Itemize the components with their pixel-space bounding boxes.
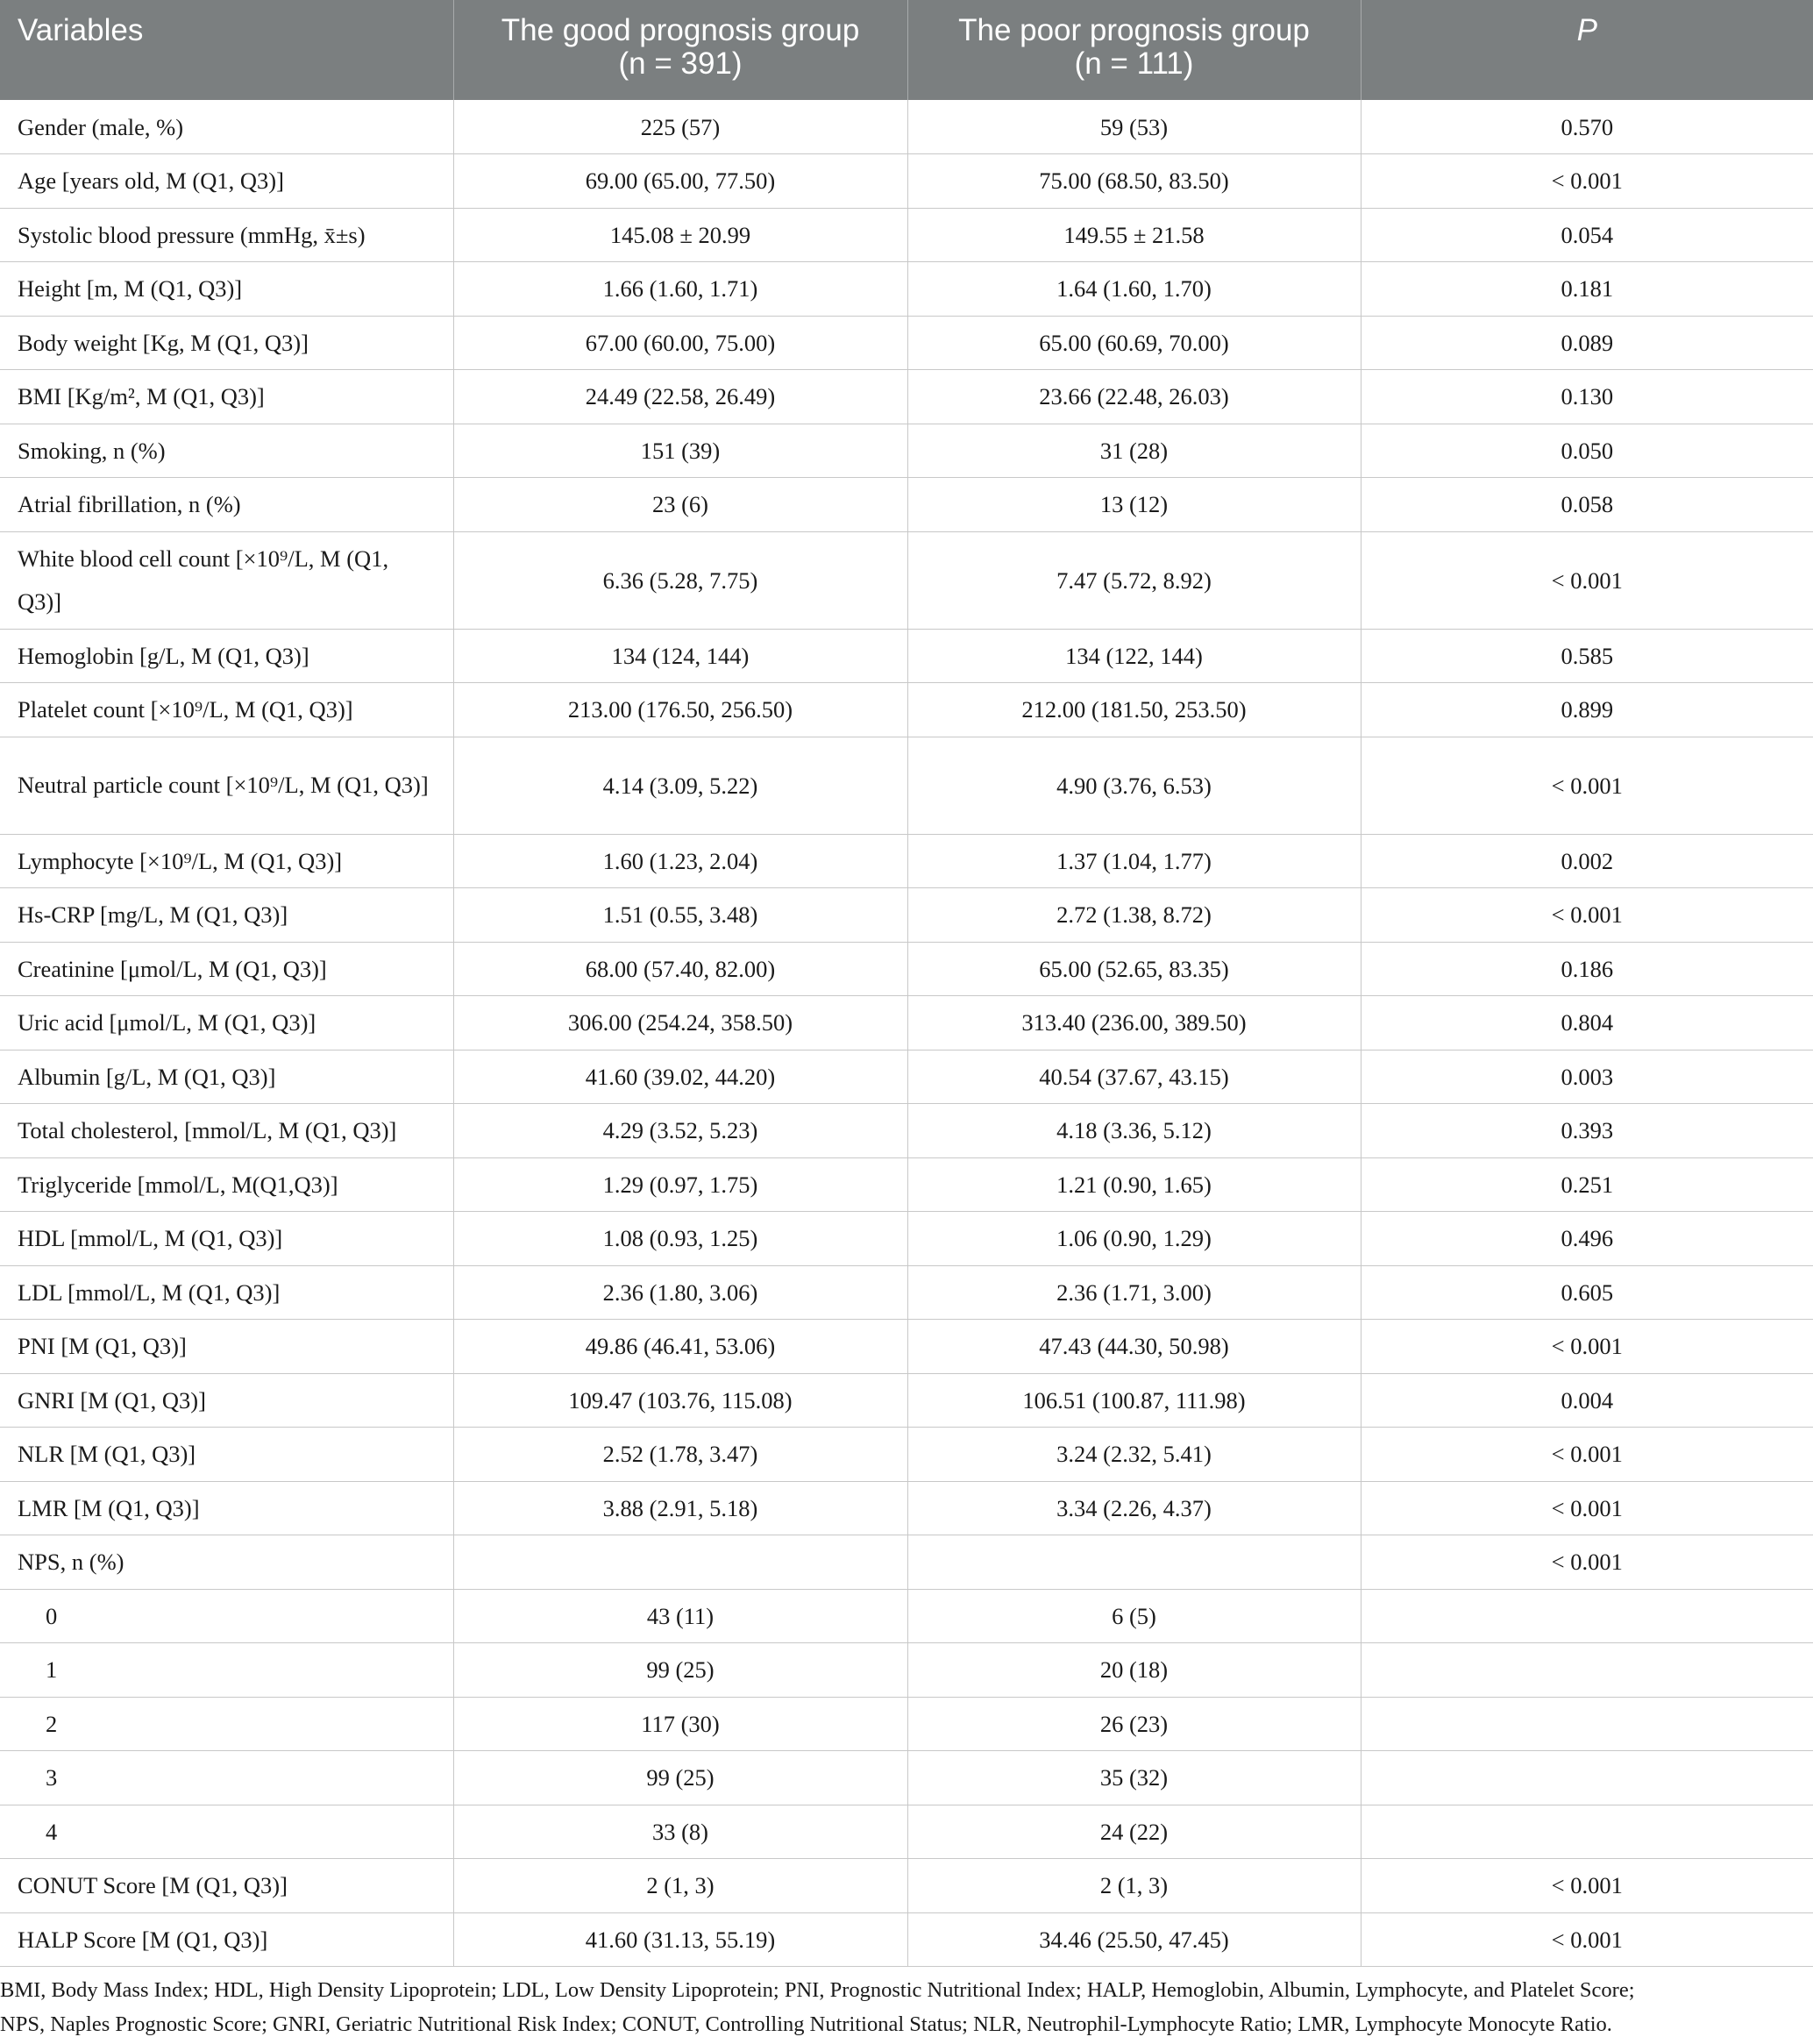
cell-poor-prognosis: 2.36 (1.71, 3.00) <box>907 1265 1361 1320</box>
cell-good-prognosis: 23 (6) <box>453 478 907 532</box>
header-good-prognosis <box>453 0 907 100</box>
cell-variable: Neutral particle count [×10⁹/L, M (Q1, Q3)] <box>0 737 453 834</box>
cell-poor-prognosis: 24 (22) <box>907 1805 1361 1859</box>
cell-good-prognosis: 151 (39) <box>453 424 907 478</box>
cell-poor-prognosis: 6 (5) <box>907 1589 1361 1643</box>
table-header <box>0 0 1813 100</box>
cell-variable: CONUT Score [M (Q1, Q3)] <box>0 1859 453 1913</box>
cell-variable: HALP Score [M (Q1, Q3)] <box>0 1912 453 1967</box>
cell-variable: Body weight [Kg, M (Q1, Q3)] <box>0 316 453 370</box>
cell-poor-prognosis: 2.72 (1.38, 8.72) <box>907 888 1361 943</box>
cell-p-value: 0.251 <box>1361 1157 1813 1212</box>
table-row <box>0 208 1813 262</box>
cell-p-value: 0.089 <box>1361 316 1813 370</box>
cell-variable: 3 <box>0 1751 453 1805</box>
cell-p-value: 0.393 <box>1361 1104 1813 1158</box>
cell-variable: GNRI [M (Q1, Q3)] <box>0 1373 453 1428</box>
cell-variable: Platelet count [×10⁹/L, M (Q1, Q3)] <box>0 683 453 737</box>
table-row <box>0 100 1813 154</box>
table-row <box>0 1320 1813 1374</box>
table-row <box>0 996 1813 1050</box>
cell-good-prognosis: 1.66 (1.60, 1.71) <box>453 262 907 317</box>
cell-poor-prognosis: 75.00 (68.50, 83.50) <box>907 154 1361 209</box>
cell-variable: Uric acid [μmol/L, M (Q1, Q3)] <box>0 996 453 1050</box>
cell-good-prognosis: 33 (8) <box>453 1805 907 1859</box>
cell-good-prognosis: 117 (30) <box>453 1697 907 1751</box>
cell-poor-prognosis: 3.24 (2.32, 5.41) <box>907 1428 1361 1482</box>
cell-good-prognosis: 213.00 (176.50, 256.50) <box>453 683 907 737</box>
cell-p-value: 0.004 <box>1361 1373 1813 1428</box>
cell-p-value: < 0.001 <box>1361 1912 1813 1967</box>
cell-good-prognosis: 41.60 (31.13, 55.19) <box>453 1912 907 1967</box>
table-row <box>0 154 1813 209</box>
cell-poor-prognosis: 1.21 (0.90, 1.65) <box>907 1157 1361 1212</box>
table-row <box>0 478 1813 532</box>
cell-good-prognosis: 306.00 (254.24, 358.50) <box>453 996 907 1050</box>
cell-p-value: < 0.001 <box>1361 737 1813 834</box>
cell-good-prognosis: 43 (11) <box>453 1589 907 1643</box>
cell-good-prognosis: 4.14 (3.09, 5.22) <box>453 737 907 834</box>
cell-p-value: 0.899 <box>1361 683 1813 737</box>
table-row <box>0 531 1813 629</box>
table-row <box>0 424 1813 478</box>
cell-poor-prognosis: 59 (53) <box>907 100 1361 154</box>
cell-variable: 2 <box>0 1697 453 1751</box>
cell-p-value: < 0.001 <box>1361 1481 1813 1535</box>
table-row <box>0 683 1813 737</box>
cell-p-value: 0.496 <box>1361 1212 1813 1266</box>
cell-good-prognosis: 67.00 (60.00, 75.00) <box>453 316 907 370</box>
header-variables-label: Variables <box>18 13 144 47</box>
cell-good-prognosis: 1.08 (0.93, 1.25) <box>453 1212 907 1266</box>
cell-poor-prognosis: 106.51 (100.87, 111.98) <box>907 1373 1361 1428</box>
cell-good-prognosis <box>453 1535 907 1590</box>
table-row <box>0 1643 1813 1698</box>
table-row <box>0 629 1813 683</box>
cell-p-value: < 0.001 <box>1361 1535 1813 1590</box>
cell-poor-prognosis: 3.34 (2.26, 4.37) <box>907 1481 1361 1535</box>
cell-good-prognosis: 41.60 (39.02, 44.20) <box>453 1050 907 1104</box>
table-row <box>0 888 1813 943</box>
cell-good-prognosis: 49.86 (46.41, 53.06) <box>453 1320 907 1374</box>
cell-variable: Age [years old, M (Q1, Q3)] <box>0 154 453 209</box>
cell-variable: 4 <box>0 1805 453 1859</box>
table-row <box>0 1373 1813 1428</box>
cell-poor-prognosis: 34.46 (25.50, 47.45) <box>907 1912 1361 1967</box>
cell-poor-prognosis: 65.00 (60.69, 70.00) <box>907 316 1361 370</box>
cell-p-value <box>1361 1751 1813 1805</box>
cell-poor-prognosis: 2 (1, 3) <box>907 1859 1361 1913</box>
table-row <box>0 942 1813 996</box>
header-poor-n: (n = 111) <box>1074 46 1194 81</box>
header-p-label: P <box>1576 13 1597 47</box>
cell-poor-prognosis: 31 (28) <box>907 424 1361 478</box>
table-row <box>0 1859 1813 1913</box>
cell-poor-prognosis: 23.66 (22.48, 26.03) <box>907 370 1361 424</box>
cell-good-prognosis: 2 (1, 3) <box>453 1859 907 1913</box>
cell-poor-prognosis: 313.40 (236.00, 389.50) <box>907 996 1361 1050</box>
cell-variable: HDL [mmol/L, M (Q1, Q3)] <box>0 1212 453 1266</box>
cell-good-prognosis: 4.29 (3.52, 5.23) <box>453 1104 907 1158</box>
cell-poor-prognosis: 1.06 (0.90, 1.29) <box>907 1212 1361 1266</box>
table-row <box>0 737 1813 834</box>
table-row <box>0 1805 1813 1859</box>
cell-p-value: 0.804 <box>1361 996 1813 1050</box>
cell-good-prognosis: 109.47 (103.76, 115.08) <box>453 1373 907 1428</box>
cell-p-value: < 0.001 <box>1361 154 1813 209</box>
cell-good-prognosis: 225 (57) <box>453 100 907 154</box>
cell-variable: Lymphocyte [×10⁹/L, M (Q1, Q3)] <box>0 834 453 888</box>
cell-poor-prognosis: 7.47 (5.72, 8.92) <box>907 531 1361 629</box>
cell-variable: Systolic blood pressure (mmHg, x̄±s) <box>0 208 453 262</box>
cell-good-prognosis: 2.36 (1.80, 3.06) <box>453 1265 907 1320</box>
cell-variable: 0 <box>0 1589 453 1643</box>
cell-poor-prognosis: 26 (23) <box>907 1697 1361 1751</box>
header-poor-prognosis <box>907 0 1361 100</box>
table-row <box>0 1697 1813 1751</box>
header-variables <box>0 0 453 100</box>
table-row <box>0 1428 1813 1482</box>
cell-variable: Hs-CRP [mg/L, M (Q1, Q3)] <box>0 888 453 943</box>
cell-good-prognosis: 2.52 (1.78, 3.47) <box>453 1428 907 1482</box>
cell-p-value <box>1361 1643 1813 1698</box>
table-row <box>0 1212 1813 1266</box>
cell-poor-prognosis: 35 (32) <box>907 1751 1361 1805</box>
table-row <box>0 1050 1813 1104</box>
cell-p-value: 0.054 <box>1361 208 1813 262</box>
cell-p-value: < 0.001 <box>1361 1320 1813 1374</box>
cell-good-prognosis: 68.00 (57.40, 82.00) <box>453 942 907 996</box>
cell-variable: NLR [M (Q1, Q3)] <box>0 1428 453 1482</box>
cell-p-value: < 0.001 <box>1361 888 1813 943</box>
cell-variable: Atrial fibrillation, n (%) <box>0 478 453 532</box>
cell-variable: White blood cell count [×10⁹/L, M (Q1, Q3)] <box>0 531 453 629</box>
table-row <box>0 1157 1813 1212</box>
cell-poor-prognosis: 212.00 (181.50, 253.50) <box>907 683 1361 737</box>
cell-poor-prognosis: 1.37 (1.04, 1.77) <box>907 834 1361 888</box>
table-row <box>0 1589 1813 1643</box>
table-row <box>0 1751 1813 1805</box>
cell-p-value <box>1361 1805 1813 1859</box>
header-good-n: (n = 391) <box>618 46 743 81</box>
cell-good-prognosis: 1.51 (0.55, 3.48) <box>453 888 907 943</box>
cell-variable: Hemoglobin [g/L, M (Q1, Q3)] <box>0 629 453 683</box>
cell-p-value: 0.130 <box>1361 370 1813 424</box>
cell-good-prognosis: 69.00 (65.00, 77.50) <box>453 154 907 209</box>
cell-variable: LDL [mmol/L, M (Q1, Q3)] <box>0 1265 453 1320</box>
table-row <box>0 834 1813 888</box>
cell-poor-prognosis: 4.18 (3.36, 5.12) <box>907 1104 1361 1158</box>
table-row <box>0 1535 1813 1590</box>
cell-variable: PNI [M (Q1, Q3)] <box>0 1320 453 1374</box>
cell-poor-prognosis: 1.64 (1.60, 1.70) <box>907 262 1361 317</box>
cell-variable: Albumin [g/L, M (Q1, Q3)] <box>0 1050 453 1104</box>
table-row <box>0 262 1813 317</box>
header-poor-title: The poor prognosis group <box>958 13 1310 47</box>
footnote-line-2: NPS, Naples Prognostic Score; GNRI, Geriatric Nutritional Risk Index; CONUT, Controlling Nutritional Status; NLR, Neutrophil-Lymphocyte Ratio; LMR, Lymphocyte Monocyte Ratio. <box>0 2012 1612 2036</box>
cell-p-value: 0.585 <box>1361 629 1813 683</box>
cell-variable: Creatinine [μmol/L, M (Q1, Q3)] <box>0 942 453 996</box>
cell-p-value: 0.002 <box>1361 834 1813 888</box>
cell-poor-prognosis: 40.54 (37.67, 43.15) <box>907 1050 1361 1104</box>
cell-good-prognosis: 6.36 (5.28, 7.75) <box>453 531 907 629</box>
cell-good-prognosis: 3.88 (2.91, 5.18) <box>453 1481 907 1535</box>
table-row <box>0 370 1813 424</box>
cell-p-value: 0.058 <box>1361 478 1813 532</box>
table-row <box>0 316 1813 370</box>
footnote-line-1: BMI, Body Mass Index; HDL, High Density Lipoprotein; LDL, Low Density Lipoprotein; PNI, Prognostic Nutritional Index; HALP, Hemoglobin, Albumin, Lymphocyte, and Platelet Score; <box>0 1978 1635 2002</box>
cell-variable: Total cholesterol, [mmol/L, M (Q1, Q3)] <box>0 1104 453 1158</box>
cell-p-value <box>1361 1589 1813 1643</box>
cell-p-value: 0.570 <box>1361 100 1813 154</box>
cell-p-value: 0.003 <box>1361 1050 1813 1104</box>
cell-p-value: < 0.001 <box>1361 1428 1813 1482</box>
cell-good-prognosis: 145.08 ± 20.99 <box>453 208 907 262</box>
cell-poor-prognosis: 134 (122, 144) <box>907 629 1361 683</box>
cell-good-prognosis: 134 (124, 144) <box>453 629 907 683</box>
cell-variable: Gender (male, %) <box>0 100 453 154</box>
cell-p-value: 0.181 <box>1361 262 1813 317</box>
cell-good-prognosis: 99 (25) <box>453 1643 907 1698</box>
cell-poor-prognosis: 13 (12) <box>907 478 1361 532</box>
table-row <box>0 1104 1813 1158</box>
cell-poor-prognosis: 47.43 (44.30, 50.98) <box>907 1320 1361 1374</box>
cell-variable: Smoking, n (%) <box>0 424 453 478</box>
cell-variable: Height [m, M (Q1, Q3)] <box>0 262 453 317</box>
cell-variable: 1 <box>0 1643 453 1698</box>
cell-good-prognosis: 1.29 (0.97, 1.75) <box>453 1157 907 1212</box>
table-row <box>0 1912 1813 1967</box>
cell-variable: BMI [Kg/m², M (Q1, Q3)] <box>0 370 453 424</box>
cell-variable: NPS, n (%) <box>0 1535 453 1590</box>
table-body <box>0 100 1813 1967</box>
cell-poor-prognosis <box>907 1535 1361 1590</box>
cell-variable: Triglyceride [mmol/L, M(Q1,Q3)] <box>0 1157 453 1212</box>
cell-p-value: 0.605 <box>1361 1265 1813 1320</box>
cell-poor-prognosis: 20 (18) <box>907 1643 1361 1698</box>
header-good-title: The good prognosis group <box>501 13 860 47</box>
cell-variable: LMR [M (Q1, Q3)] <box>0 1481 453 1535</box>
table-row <box>0 1265 1813 1320</box>
cell-good-prognosis: 99 (25) <box>453 1751 907 1805</box>
cell-p-value: < 0.001 <box>1361 1859 1813 1913</box>
cell-good-prognosis: 24.49 (22.58, 26.49) <box>453 370 907 424</box>
cell-good-prognosis: 1.60 (1.23, 2.04) <box>453 834 907 888</box>
header-p-value <box>1361 0 1813 100</box>
table-footnote <box>0 1973 1813 2041</box>
cell-poor-prognosis: 4.90 (3.76, 6.53) <box>907 737 1361 834</box>
cell-p-value <box>1361 1697 1813 1751</box>
cell-p-value: < 0.001 <box>1361 531 1813 629</box>
header-row <box>0 0 1813 100</box>
cell-p-value: 0.186 <box>1361 942 1813 996</box>
table-row <box>0 1481 1813 1535</box>
cell-poor-prognosis: 149.55 ± 21.58 <box>907 208 1361 262</box>
cell-poor-prognosis: 65.00 (52.65, 83.35) <box>907 942 1361 996</box>
cell-p-value: 0.050 <box>1361 424 1813 478</box>
